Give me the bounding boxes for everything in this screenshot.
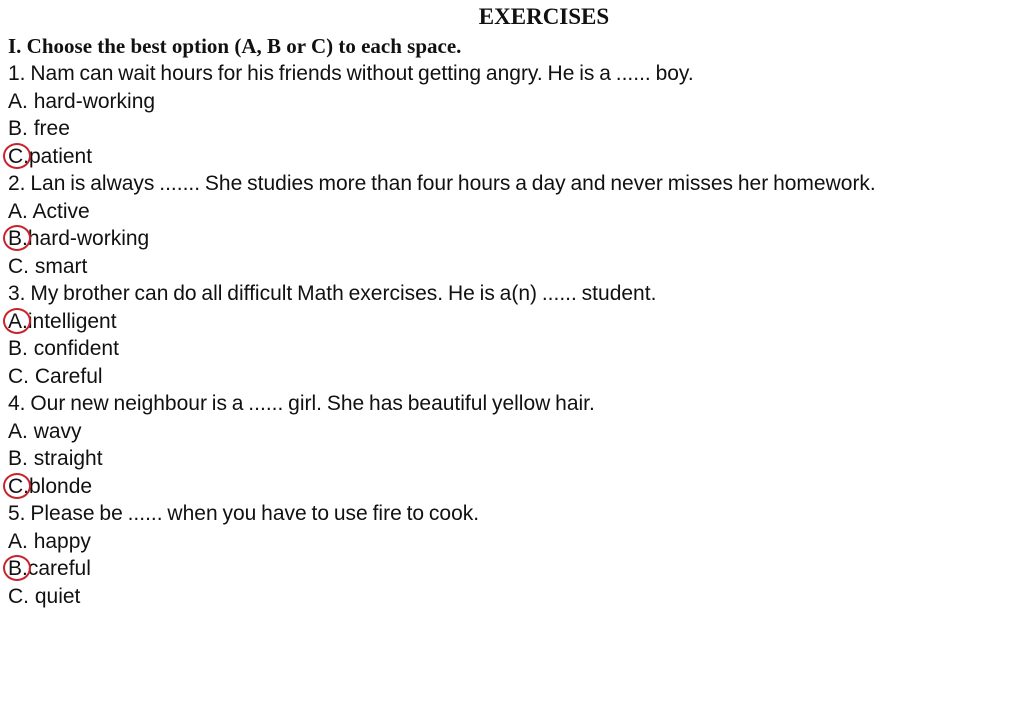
option-2b [8,225,1024,253]
option-letter: A. [8,199,28,223]
option-text: confident [33,337,119,360]
page-title: EXERCISES [478,4,610,29]
option-3c [8,363,1024,391]
question-5: 5. Please be ...... when you have to use fire to cook. [8,502,480,525]
option-letter: C. [8,144,29,168]
question-1: 1. Nam can wait hours for his friends without getting angry. He is a ...... boy. [8,62,694,85]
option-3b [8,335,1024,363]
option-letter: A. [8,529,28,553]
option-text: straight [33,447,103,470]
option-letter: C. [8,474,29,498]
option-5b [8,555,1024,583]
option-1c [8,143,1024,171]
exercise-sheet [0,2,1024,720]
option-text: hard-working [27,227,150,250]
option-text: Active [32,199,90,223]
option-text: wavy [33,419,82,443]
option-text: hard-working [33,89,156,113]
option-letter: A. [8,419,28,443]
option-letter: C. [8,584,29,608]
option-text: free [33,117,70,140]
option-text: happy [33,529,91,553]
option-3a [8,308,1024,336]
option-4c [8,473,1024,501]
option-2a [8,198,1024,226]
option-5c [8,583,1024,611]
option-text: blonde [29,474,93,498]
question-2: 2. Lan is always ....... She studies more than four hours a day and never misses her homework. [8,172,876,195]
question-4: 4. Our new neighbour is a ...... girl. She has beautiful yellow hair. [8,392,595,415]
option-letter: B. [8,117,28,140]
option-1a [8,88,1024,116]
option-letter: B. [8,227,28,250]
option-text: quiet [34,584,81,608]
option-text: careful [27,557,91,580]
option-text: intelligent [27,309,117,333]
option-5a [8,528,1024,556]
option-text: patient [29,144,93,168]
option-1b [8,115,1024,143]
option-text: Careful [34,364,103,388]
option-letter: C. [8,364,29,388]
option-letter: B. [8,557,28,580]
option-letter: B. [8,337,28,360]
option-letter: B. [8,447,28,470]
option-letter: A. [8,89,28,113]
section-instruction: I. Choose the best option (A, B or C) to each space. [8,34,462,58]
option-text: smart [34,254,88,278]
option-4a [8,418,1024,446]
option-4b [8,445,1024,473]
option-2c [8,253,1024,281]
option-letter: A. [8,309,28,333]
option-letter: C. [8,254,29,278]
question-3: 3. My brother can do all difficult Math exercises. He is a(n) ...... student. [8,282,657,305]
